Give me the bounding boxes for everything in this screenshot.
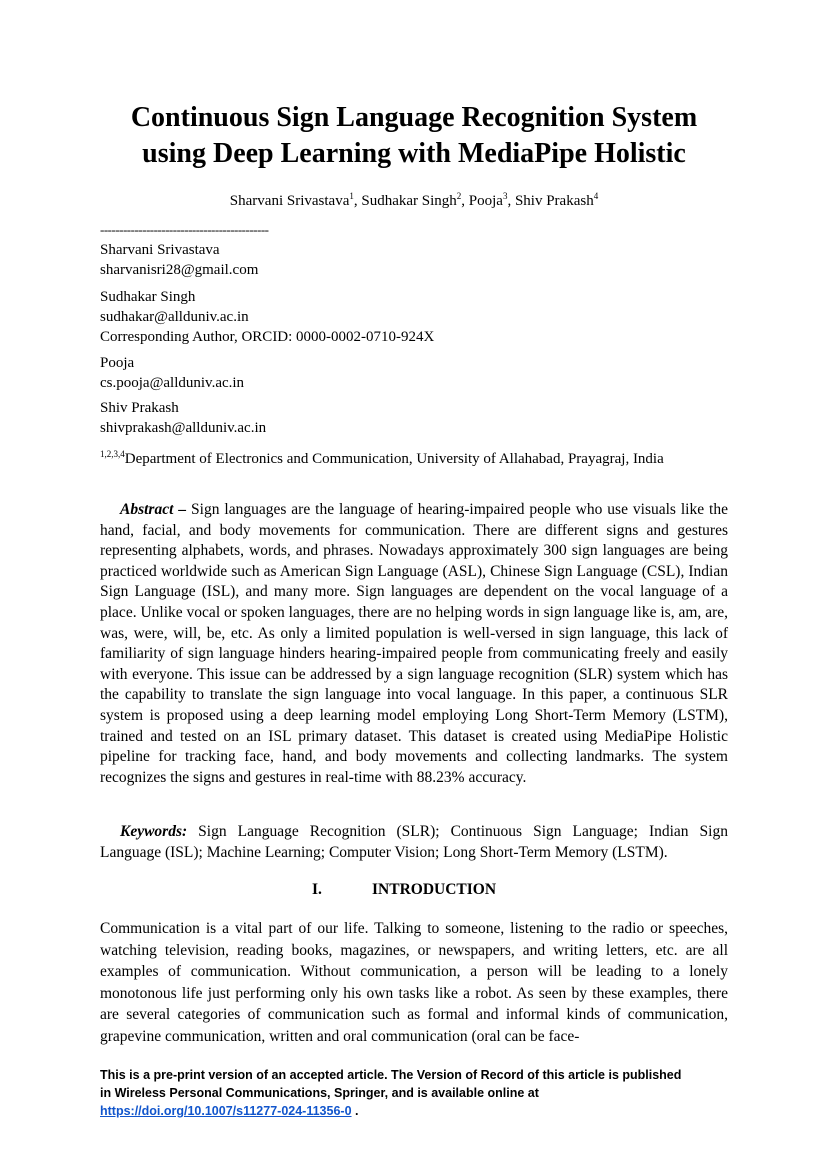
author-name: Sudhakar Singh bbox=[361, 193, 457, 209]
author-superscript: 4 bbox=[593, 191, 599, 201]
author-superscript: 3 bbox=[502, 191, 508, 201]
affiliation-block bbox=[100, 287, 434, 347]
department-line bbox=[100, 444, 664, 469]
section-number: I. bbox=[312, 881, 322, 898]
author-superscript: 1 bbox=[349, 191, 354, 201]
author-separator: , bbox=[353, 193, 362, 209]
abstract-text: Sign languages are the language of hearing-impaired people who use visuals like the hand, facial, and body movements for communication. There are different signs and gestures representing alphabets, words, and phrases. Nowadays approximately 300 sign languages are being practiced worldwide such as American Sign Language (ASL), Chinese Sign Language (CSL), Indian Sign Language (ISL), and many more. Sign languages are dependent on the vocal language of a place. Unlike vocal or spoken languages, there are no helping words in sign language like is, am, are, was, were, will, be, etc. As only a limited population is well-versed in sign language, this lack of familiarity of sign language hinders hearing-impaired people from communicating freely and easily with everyone. This issue can be addressed by a sign language recognition (SLR) system which has the capability to translate the sign language into vocal language. In this paper, a continuous SLR system is proposed using a deep learning model employing Long Short-Term Memory (LSTM), trained and tested on an ISL primary dataset. This dataset is created using MediaPipe Holistic pipeline for tracking face, hand, and body movements and collecting landmarks. The system recognizes the signs and gestures in real-time with 88.23% accuracy. bbox=[100, 501, 728, 786]
title-line-2: using Deep Learning with MediaPipe Holistic bbox=[142, 138, 686, 169]
author-list bbox=[60, 186, 768, 211]
author-separator: , bbox=[461, 193, 469, 209]
affiliation-divider: -------------------------------------------- bbox=[100, 222, 269, 237]
notice-line-3 bbox=[100, 1102, 740, 1120]
keywords-label: Keywords: bbox=[120, 823, 188, 840]
department-text: Department of Electronics and Communication, University of Allahabad, Prayagraj, India bbox=[124, 451, 664, 467]
affiliation-name: Pooja bbox=[100, 355, 135, 371]
keywords-text: Sign Language Recognition (SLR); Continuous Sign Language; Indian Sign Language (ISL); Machine Learning; Computer Vision; Long Short-Term Memory (LSTM). bbox=[100, 823, 728, 861]
affiliation-name: Sharvani Srivastava bbox=[100, 242, 220, 258]
author-name: Sharvani Srivastava bbox=[229, 193, 350, 209]
affiliation-block bbox=[100, 353, 244, 393]
notice-line-1: This is a pre-print version of an accepted article. The Version of Record of this article is published bbox=[100, 1068, 682, 1082]
introduction-paragraph: Communication is a vital part of our life. Talking to someone, listening to the radio or speeches, watching television, reading books, magazines, or newspapers, and writing letters, etc. are all examples of communication. Without communication, a person will be leading to a lonely monotonous life just performing only his own tasks like a robot. As seen by these examples, there are several categories of communication such as formal and informal kinds of communication, grapevine communication, written and oral communication (oral can be face- bbox=[100, 920, 728, 1045]
paper-title bbox=[60, 100, 768, 172]
abstract bbox=[100, 500, 728, 788]
section-title: INTRODUCTION bbox=[372, 881, 497, 898]
notice-tail: . bbox=[351, 1104, 359, 1118]
affiliation-email[interactable]: sudhakar@allduniv.ac.in bbox=[100, 309, 249, 325]
author-superscript: 2 bbox=[456, 191, 462, 201]
affiliation-email[interactable]: cs.pooja@allduniv.ac.in bbox=[100, 375, 245, 391]
affiliation-note: Corresponding Author, ORCID: 0000-0002-0710-924X bbox=[100, 329, 435, 345]
keywords bbox=[100, 822, 728, 863]
notice-line-2: in Wireless Personal Communications, Springer, and is available online at bbox=[100, 1086, 539, 1100]
doi-link[interactable]: https://doi.org/10.1007/s11277-024-11356-0 bbox=[100, 1104, 352, 1118]
preprint-notice bbox=[100, 1066, 740, 1120]
affiliation-block bbox=[100, 240, 258, 280]
affiliation-block bbox=[100, 398, 266, 438]
abstract-label: Abstract – bbox=[120, 501, 187, 518]
author-name: Shiv Prakash bbox=[514, 193, 594, 209]
affiliation-name: Sudhakar Singh bbox=[100, 289, 196, 305]
title-line-1: Continuous Sign Language Recognition System bbox=[130, 102, 698, 133]
department-superscript: 1,2,3,4 bbox=[100, 449, 125, 459]
affiliation-name: Shiv Prakash bbox=[100, 400, 179, 416]
author-separator: , bbox=[507, 193, 515, 209]
author-name: Pooja bbox=[468, 193, 503, 209]
affiliation-email[interactable]: shivprakash@allduniv.ac.in bbox=[100, 420, 267, 436]
affiliation-email[interactable]: sharvanisri28@gmail.com bbox=[100, 262, 259, 278]
